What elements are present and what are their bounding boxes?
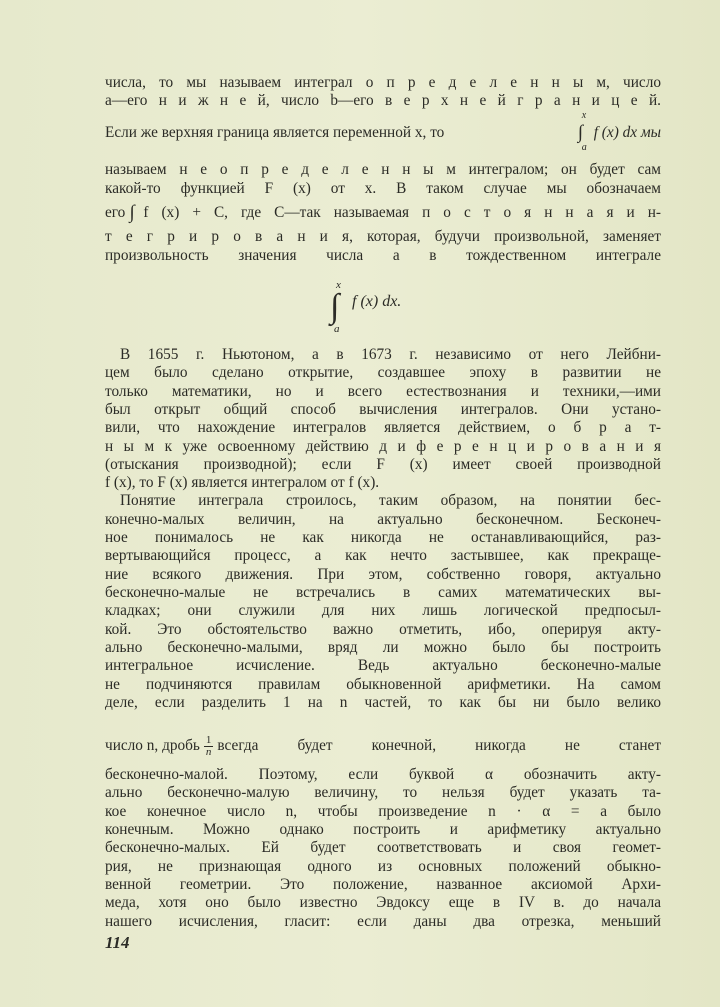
text-line: не подчиняются правилам обыкновенной арифметики. На самом <box>105 676 661 693</box>
text-segment: f (x) + C, где C—так называемая п о с т о я н н а я и н- <box>143 204 661 221</box>
text-line: какой-то функцией F (x) от x. В таком случае мы обозначаем <box>105 180 661 197</box>
fraction-numerator: 1 <box>205 733 212 746</box>
display-formula <box>330 279 470 335</box>
text-segment: всегда будет конечной, никогда не станет <box>217 737 661 754</box>
integral-sign-icon: ∫ <box>129 202 135 223</box>
text-line: (отыскания производной); если F (x) имеет своей производной <box>105 456 661 473</box>
text-line: вили, что нахождение интегралов является действием, о б р а т- <box>105 419 661 436</box>
text-line-fraction <box>105 731 661 761</box>
text-line: a—его н и ж н е й, число b—его в е р х н е й г р а н и ц е й. <box>105 92 661 109</box>
text-line: кладках; они служили для них лишь логической предпосыл- <box>105 602 661 619</box>
upper-limit: x <box>336 279 341 291</box>
text-line: ние всякого движения. При этом, собственно говоря, актуально <box>105 566 661 583</box>
text-line: н ы м к уже освоенному действию д и ф е р е н ц и р о в а н и я <box>105 438 661 455</box>
text-line: называем н е о п р е д е л е н н ы м интегралом; он будет сам <box>105 161 661 178</box>
text-line: интегральное исчисление. Ведь актуально бесконечно-малые <box>105 657 661 674</box>
text-line: В 1655 г. Ньютоном, а в 1673 г. независимо от него Лейбни- <box>120 346 661 363</box>
text-line-integral <box>105 204 661 222</box>
lower-limit: a <box>334 323 340 335</box>
text-segment: f (x) dx мы <box>593 124 661 141</box>
text-line: ально бесконечно-малую величину, то нельзя будет указать та- <box>105 784 661 801</box>
integral-sign-icon: ∫ x a <box>577 110 587 153</box>
text-line: конечно-малых величин, на актуально бесконечном. Бесконеч- <box>105 511 661 528</box>
lower-limit: a <box>581 142 587 153</box>
text-line: кое конечное число n, чтобы произведение n · α = a было <box>105 803 661 820</box>
text-line: был открыт общий способ вычисления интегралов. Они устано- <box>105 401 661 418</box>
text-line: ально бесконечно-малыми, вряд ли можно было бы построить <box>105 639 661 656</box>
text-line: нашего исчисления, гласит: если даны два отрезка, меньший <box>105 913 661 930</box>
text-line: Понятие интеграла строилось, таким образом, на понятии бес- <box>120 492 661 509</box>
formula-body: f (x) dx. <box>352 293 402 310</box>
fraction-denominator: n <box>205 745 212 758</box>
text-line: цем было сделано открытие, создавшее эпоху в развитии не <box>105 364 661 381</box>
text-segment: его <box>105 204 126 221</box>
text-line: деле, если разделить 1 на n частей, то как бы ни было велико <box>105 694 661 711</box>
text-line-integral <box>105 110 661 153</box>
text-line: только математики, но и всего естествознания и техники,—ими <box>105 383 661 400</box>
text-line: венной геометрии. Это положение, названное аксиомой Архи- <box>105 876 661 893</box>
text-line: меда, хотя оно было известно Эвдоксу еще в IV в. до начала <box>105 894 661 911</box>
text-line: произвольность значения числа a в тождественном интеграле <box>105 247 661 264</box>
text-line: т е г р и р о в а н и я, которая, будучи произвольной, заменяет <box>105 228 661 245</box>
text-line: ное понималось не как никогда не останавливающийся, раз- <box>105 529 661 546</box>
integral-sign-icon: ∫ <box>330 288 340 325</box>
text-line: f (x), то F (x) является интегралом от f (x). <box>105 474 380 491</box>
upper-limit: x <box>581 110 587 121</box>
text-line: числа, то мы называем интеграл о п р е д е л е н н ы м, число <box>105 74 661 91</box>
text-line: конечным. Можно однако построить и арифметику актуально <box>105 821 661 838</box>
text-line: рия, не признающая одного из основных положений обыкно- <box>105 858 661 875</box>
text-line: бесконечно-малые не встречались в самих математических вы- <box>105 584 661 601</box>
text-line: бесконечно-малой. Поэтому, если буквой α обозначить акту- <box>105 766 661 783</box>
fraction <box>204 735 214 758</box>
text-segment: число n, дробь <box>105 737 200 754</box>
text-segment: Если же верхняя граница является переменной x, то <box>105 124 445 141</box>
page-number: 114 <box>105 933 130 952</box>
text-line: кой. Это обстоятельство важно отметить, ибо, оперируя акту- <box>105 621 661 638</box>
text-line: вертывающийся процесс, а как нечто застывшее, как прекраще- <box>105 547 661 564</box>
text-line: бесконечно-малых. Ей будет соответствовать и своя геомет- <box>105 839 661 856</box>
